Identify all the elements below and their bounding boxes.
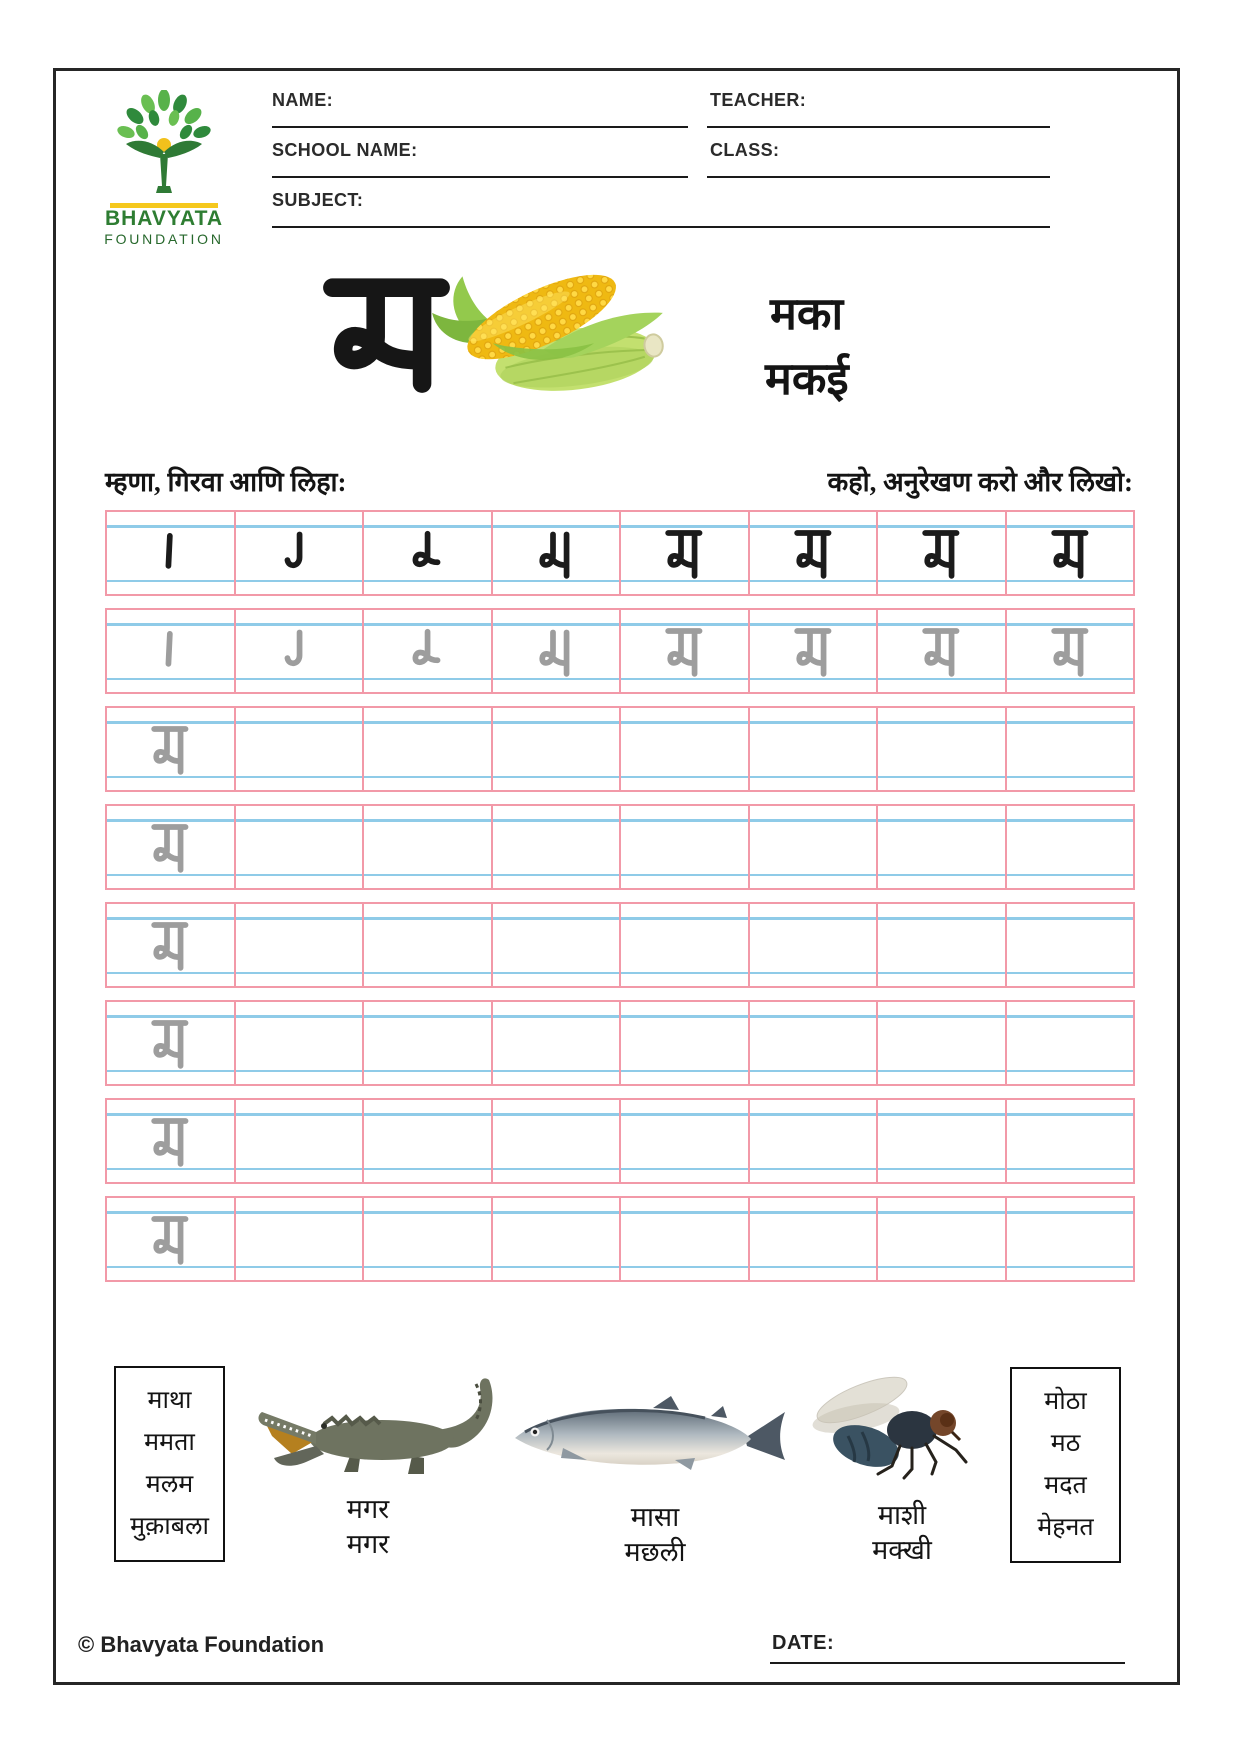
practice-cell[interactable] [236, 610, 365, 692]
letter-glyph-full [147, 1209, 193, 1269]
letter-glyph-s4 [533, 523, 579, 583]
school-input-line[interactable] [272, 176, 688, 178]
caption-hindi: मक्खी [872, 1535, 932, 1565]
word-list-item: मोठा [1044, 1388, 1087, 1415]
practice-row-write-row [105, 1098, 1135, 1184]
word-box-left [114, 1366, 225, 1562]
practice-cell[interactable] [364, 1100, 493, 1182]
letter-glyph-full [147, 719, 193, 779]
practice-cell[interactable] [107, 512, 236, 594]
practice-cell[interactable] [236, 1198, 365, 1280]
practice-cell[interactable] [1007, 512, 1134, 594]
subject-label: SUBJECT: [272, 190, 364, 210]
practice-row-model-row [105, 510, 1135, 596]
practice-cell[interactable] [1007, 708, 1134, 790]
practice-cell[interactable] [493, 1198, 622, 1280]
instruction-marathi: म्हणा, गिरवा आणि लिहा: [105, 467, 347, 497]
practice-cell[interactable] [878, 904, 1007, 986]
practice-cell[interactable] [236, 512, 365, 594]
letter-glyph-full [147, 1111, 193, 1171]
caption-marathi: मगर [346, 1494, 390, 1524]
practice-cell[interactable] [364, 708, 493, 790]
practice-cell[interactable] [1007, 806, 1134, 888]
letter-glyph-full [790, 621, 836, 681]
practice-cell[interactable] [1007, 1100, 1134, 1182]
practice-cell[interactable] [236, 904, 365, 986]
date-input-line[interactable] [770, 1662, 1125, 1664]
footer-copyright: © Bhavyata Foundation [78, 1632, 325, 1657]
teacher-label: TEACHER: [710, 90, 807, 110]
practice-row-write-row [105, 706, 1135, 792]
practice-cell[interactable] [107, 1100, 236, 1182]
tree-logo-icon [112, 90, 216, 200]
practice-cell[interactable] [236, 806, 365, 888]
practice-cell[interactable] [750, 1002, 879, 1084]
practice-cell[interactable] [750, 512, 879, 594]
practice-cell[interactable] [236, 1002, 365, 1084]
name-label: NAME: [272, 90, 333, 110]
practice-cell[interactable] [1007, 610, 1134, 692]
practice-cell[interactable] [1007, 904, 1134, 986]
word-list-item: मेहनत [1037, 1514, 1094, 1541]
practice-cell[interactable] [107, 806, 236, 888]
class-input-line[interactable] [707, 176, 1050, 178]
practice-cell[interactable] [878, 610, 1007, 692]
caption-crocodile [288, 1492, 448, 1562]
letter-glyph-full [147, 817, 193, 877]
practice-cell[interactable] [750, 1198, 879, 1280]
word-box-right [1010, 1367, 1121, 1563]
practice-cell[interactable] [750, 708, 879, 790]
practice-row-write-row [105, 902, 1135, 988]
letter-glyph-full [1047, 523, 1093, 583]
class-label: CLASS: [710, 140, 780, 160]
letter-glyph-s4 [533, 621, 579, 681]
letter-glyph-s2 [276, 621, 322, 681]
practice-cell[interactable] [493, 512, 622, 594]
practice-cell[interactable] [493, 1002, 622, 1084]
practice-cell[interactable] [621, 1002, 750, 1084]
letter-word-marathi: मका [770, 289, 844, 339]
practice-cell[interactable] [493, 708, 622, 790]
practice-cell[interactable] [107, 1002, 236, 1084]
practice-cell[interactable] [1007, 1198, 1134, 1280]
practice-cell[interactable] [878, 1100, 1007, 1182]
practice-cell[interactable] [750, 610, 879, 692]
practice-rows [105, 510, 1135, 1294]
practice-cell[interactable] [107, 904, 236, 986]
practice-cell[interactable] [878, 806, 1007, 888]
letter-glyph-s1 [147, 621, 193, 681]
practice-cell[interactable] [364, 904, 493, 986]
practice-cell[interactable] [493, 610, 622, 692]
practice-row-trace-row [105, 608, 1135, 694]
practice-cell[interactable] [750, 1100, 879, 1182]
practice-cell[interactable] [621, 610, 750, 692]
practice-cell[interactable] [621, 806, 750, 888]
name-input-line[interactable] [272, 126, 688, 128]
letter-glyph-full [1047, 621, 1093, 681]
practice-cell[interactable] [236, 1100, 365, 1182]
practice-cell[interactable] [493, 1100, 622, 1182]
letter-glyph-full [661, 523, 707, 583]
letter-glyph-full [661, 621, 707, 681]
practice-cell[interactable] [364, 512, 493, 594]
caption-fly [822, 1498, 982, 1568]
letter-glyph-full [918, 523, 964, 583]
practice-row-write-row [105, 1196, 1135, 1282]
word-list-item: मलम [145, 1471, 194, 1498]
school-label: SCHOOL NAME: [272, 140, 418, 160]
word-list-item: ममता [144, 1429, 195, 1456]
letter-glyph-full [147, 1013, 193, 1073]
practice-cell[interactable] [364, 1002, 493, 1084]
practice-cell[interactable] [621, 1100, 750, 1182]
practice-cell[interactable] [878, 1002, 1007, 1084]
practice-cell[interactable] [621, 512, 750, 594]
letter-glyph-full [918, 621, 964, 681]
letter-glyph-full [790, 523, 836, 583]
practice-cell[interactable] [364, 1198, 493, 1280]
crocodile-image [232, 1368, 507, 1486]
letter-glyph-s3 [404, 523, 450, 583]
caption-hindi: मछली [624, 1537, 686, 1567]
practice-cell[interactable] [364, 806, 493, 888]
letter-glyph-full [147, 915, 193, 975]
practice-cell[interactable] [878, 1198, 1007, 1280]
letter-word-hindi: मकई [765, 354, 849, 404]
practice-cell[interactable] [236, 708, 365, 790]
teacher-input-line[interactable] [707, 126, 1050, 128]
practice-cell[interactable] [621, 1198, 750, 1280]
practice-cell[interactable] [621, 708, 750, 790]
caption-hindi: मगर [346, 1529, 390, 1559]
practice-row-write-row [105, 1000, 1135, 1086]
date-label: DATE: [772, 1632, 835, 1654]
org-name: BHAVYATA [104, 207, 224, 230]
practice-cell[interactable] [750, 904, 879, 986]
practice-cell[interactable] [107, 708, 236, 790]
practice-cell[interactable] [750, 806, 879, 888]
practice-cell[interactable] [493, 806, 622, 888]
corn-image [422, 246, 680, 408]
word-list-item: मुक़ाबला [130, 1513, 209, 1540]
subject-input-line[interactable] [272, 226, 1050, 228]
letter-glyph-s2 [276, 523, 322, 583]
practice-cell[interactable] [364, 610, 493, 692]
practice-row-write-row [105, 804, 1135, 890]
practice-cell[interactable] [621, 904, 750, 986]
word-list-item: मठ [1050, 1430, 1081, 1457]
caption-marathi: मासा [630, 1502, 680, 1532]
practice-cell[interactable] [493, 904, 622, 986]
instruction-hindi: कहो, अनुरेखण करो और लिखो: [827, 467, 1133, 497]
practice-cell[interactable] [107, 1198, 236, 1280]
word-list-item: मदत [1044, 1472, 1087, 1499]
practice-cell[interactable] [878, 512, 1007, 594]
caption-marathi: माशी [877, 1500, 927, 1530]
caption-fish [575, 1500, 735, 1570]
fish-image [505, 1392, 790, 1482]
word-list-item: माथा [147, 1387, 192, 1414]
fly-image [800, 1366, 990, 1484]
letter-glyph-s3 [404, 621, 450, 681]
org-subtitle: FOUNDATION [104, 231, 224, 247]
practice-cell[interactable] [878, 708, 1007, 790]
practice-cell[interactable] [1007, 1002, 1134, 1084]
practice-cell[interactable] [107, 610, 236, 692]
letter-glyph-s1 [147, 523, 193, 583]
